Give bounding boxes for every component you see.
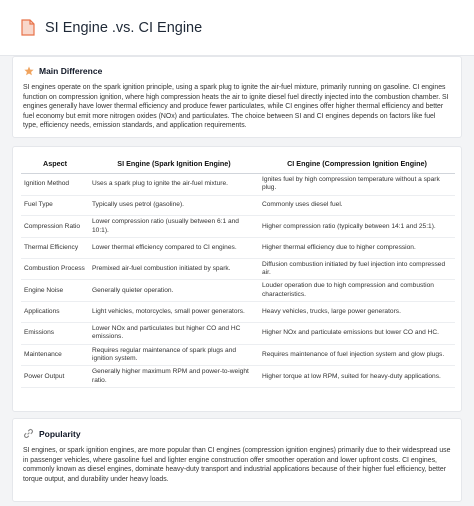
si-cell: Requires regular maintenance of spark plugs and ignition system. <box>89 344 259 366</box>
si-cell: Light vehicles, motorcycles, small power generators. <box>89 302 259 323</box>
popularity-text: SI engines, or spark ignition engines, are more popular than CI engines (compression ignition engines) primarily due to their widespread use in passenger vehicles, where gasoline fuel and lighter engine construction offer smoother operation and lower upfront costs. CI engines, commonly known as diesel engines, dominate heavy-duty transport and industrial applications because of their higher fuel efficiency, better torque output, and durability under heavy loads. <box>23 447 451 483</box>
aspect-cell: Applications <box>21 302 89 323</box>
table-row <box>21 174 455 196</box>
ci-cell: Diffusion combustion initiated by fuel injection into compressed air. <box>259 258 455 280</box>
aspect-cell: Maintenance <box>21 344 89 366</box>
si-cell: Uses a spark plug to ignite the air-fuel mixture. <box>89 174 259 196</box>
aspect-cell: Engine Noise <box>21 280 89 302</box>
section-title: Main Difference <box>39 65 103 76</box>
ci-cell: Commonly uses diesel fuel. <box>259 195 455 216</box>
si-cell: Lower NOx and particulates but higher CO and HC emissions. <box>89 322 259 344</box>
popularity-section <box>12 418 462 502</box>
comparison-section <box>12 146 462 412</box>
si-cell: Generally higher maximum RPM and power-to-weight ratio. <box>89 366 259 388</box>
si-cell: Lower compression ratio (usually between 6:1 and 10:1). <box>89 216 259 238</box>
ci-cell: Higher compression ratio (typically between 14:1 and 25:1). <box>259 216 455 238</box>
table-header-row <box>21 155 455 174</box>
link-icon <box>23 428 34 439</box>
si-cell: Lower thermal efficiency compared to CI engines. <box>89 238 259 259</box>
ci-cell: Louder operation due to high compression and combustion characteristics. <box>259 280 455 302</box>
column-header: SI Engine (Spark Ignition Engine) <box>89 155 259 174</box>
table-row <box>21 366 455 388</box>
page-header <box>0 0 474 56</box>
aspect-cell: Ignition Method <box>21 174 89 196</box>
aspect-cell: Thermal Efficiency <box>21 238 89 259</box>
table-row <box>21 280 455 302</box>
ci-cell: Heavy vehicles, trucks, large power generators. <box>259 302 455 323</box>
table-row <box>21 216 455 238</box>
comparison-table <box>21 155 455 388</box>
ci-cell: Ignites fuel by high compression temperature without a spark plug. <box>259 174 455 196</box>
si-cell: Typically uses petrol (gasoline). <box>89 195 259 216</box>
column-header: Aspect <box>21 155 89 174</box>
ci-cell: Higher thermal efficiency due to higher compression. <box>259 238 455 259</box>
aspect-cell: Fuel Type <box>21 195 89 216</box>
star-icon <box>23 65 34 76</box>
si-cell: Premixed air-fuel combustion initiated by spark. <box>89 258 259 280</box>
ci-cell: Requires maintenance of fuel injection system and glow plugs. <box>259 344 455 366</box>
table-row <box>21 344 455 366</box>
table-row <box>21 322 455 344</box>
table-row <box>21 238 455 259</box>
table-row <box>21 258 455 280</box>
column-header: CI Engine (Compression Ignition Engine) <box>259 155 455 174</box>
table-row <box>21 195 455 216</box>
aspect-cell: Power Output <box>21 366 89 388</box>
table-row <box>21 302 455 323</box>
section-title: Popularity <box>39 428 81 439</box>
document-icon <box>20 19 36 37</box>
page-title: SI Engine .vs. CI Engine <box>45 19 203 36</box>
aspect-cell: Combustion Process <box>21 258 89 280</box>
ci-cell: Higher NOx and particulate emissions but lower CO and HC. <box>259 322 455 344</box>
main-difference-section <box>12 56 462 138</box>
main-difference-text: SI engines operate on the spark ignition principle, using a spark plug to ignite the air-fuel mixture, primarily running on gasoline. CI engines function on compression ignition, where high compression heats the air to ignite diesel fuel directly injected into the combustion chamber. SI engines generally have lower thermal efficiency and produce fewer particulates, while CI engines offer higher thermal efficiency and better fuel economy but emit more nitrogen oxides (NOx) and particulates. The choice between SI and CI engines depends on factors like fuel type, efficiency needs, emission standards, and application requirements. <box>23 84 449 130</box>
aspect-cell: Emissions <box>21 322 89 344</box>
ci-cell: Higher torque at low RPM, suited for heavy-duty applications. <box>259 366 455 388</box>
si-cell: Generally quieter operation. <box>89 280 259 302</box>
aspect-cell: Compression Ratio <box>21 216 89 238</box>
